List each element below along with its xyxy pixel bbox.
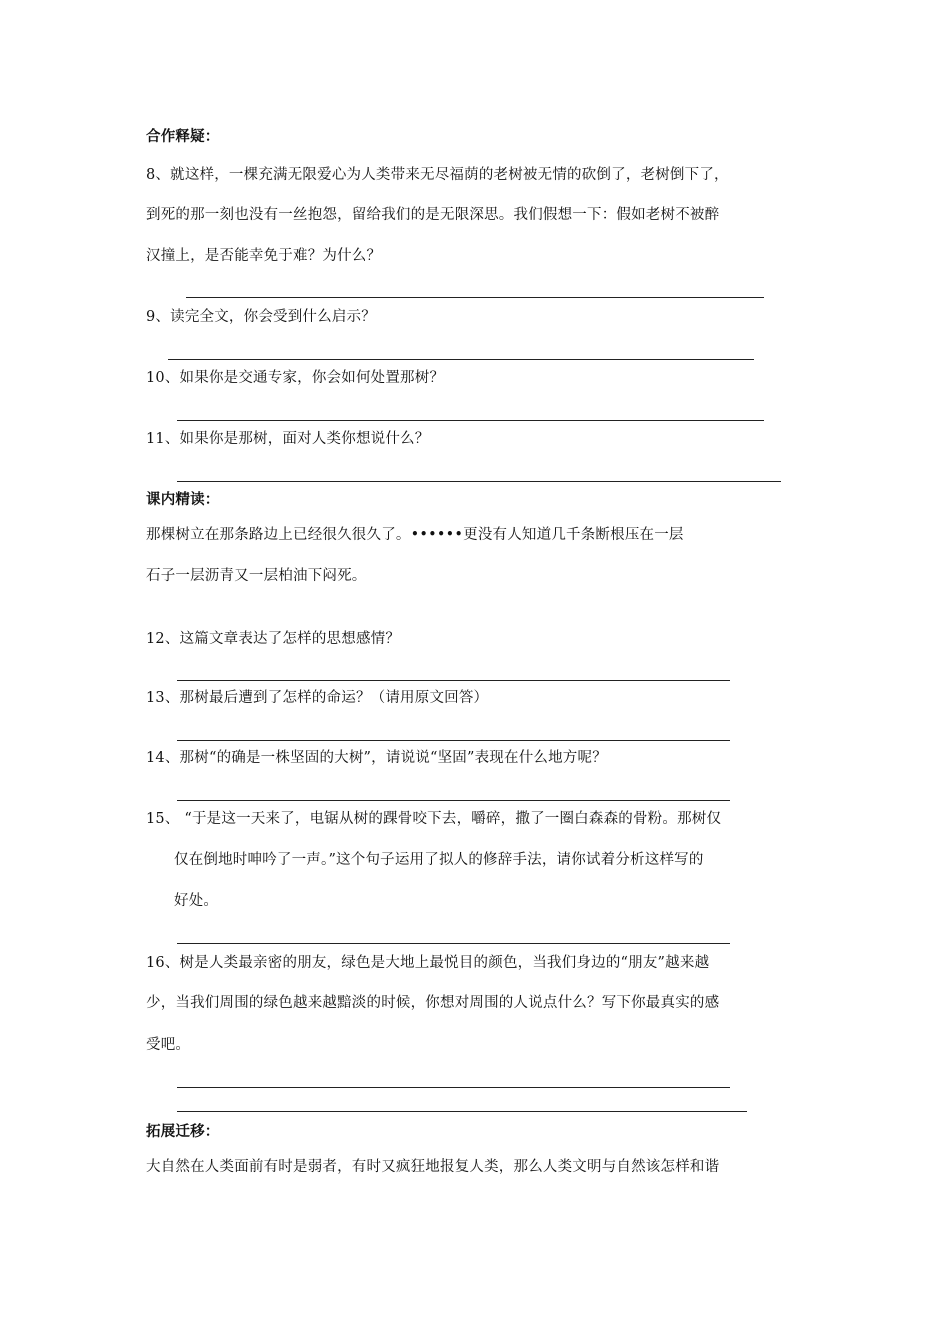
- extension-line1: 大自然在人类面前有时是弱者，有时又疯狂地报复人类，那么人类文明与自然该怎样和谐: [146, 1159, 720, 1175]
- q12: 12、这篇文章表达了怎样的思想感情？: [146, 631, 401, 647]
- q8-line2: 到死的那一刻也没有一丝抱怨，留给我们的是无限深思。我们假想一下：假如老树不被醉: [146, 207, 720, 223]
- answer-line-q15[interactable]: [177, 943, 730, 944]
- answer-line-q9[interactable]: [168, 359, 754, 360]
- answer-line-q11[interactable]: [177, 481, 781, 482]
- heading-close-reading: 课内精读：: [146, 492, 220, 508]
- q15-line2: 仅在倒地时呻吟了一声。”这个句子运用了拟人的修辞手法，请你试着分析这样写的: [174, 852, 704, 868]
- q9: 9、读完全文，你会受到什么启示？: [146, 309, 376, 325]
- q13: 13、那树最后遭到了怎样的命运？（请用原文回答）: [146, 690, 489, 706]
- q16-line3: 受吧。: [146, 1037, 191, 1053]
- q15-line3: 好处。: [174, 893, 219, 909]
- heading-cooperative: 合作释疑：: [146, 129, 220, 145]
- answer-line-q8[interactable]: [186, 297, 764, 298]
- answer-line-q12[interactable]: [177, 680, 730, 681]
- heading-extension: 拓展迁移：: [146, 1124, 220, 1140]
- q15-line1: 15、 “于是这一天来了，电锯从树的踝骨咬下去，嚼碎，撒了一圈白森森的骨粉。那树仅: [146, 811, 722, 827]
- q16-line2: 少，当我们周围的绿色越来越黯淡的时候，你想对周围的人说点什么？写下你最真实的感: [146, 995, 720, 1011]
- q8-line3: 汉撞上，是否能幸免于难？为什么？: [146, 248, 382, 264]
- answer-line-q13[interactable]: [177, 740, 730, 741]
- answer-line-q10[interactable]: [177, 420, 764, 421]
- q10: 10、如果你是交通专家，你会如何处置那树？: [146, 370, 445, 386]
- q14: 14、那树“的确是一株坚固的大树”，请说说“坚固”表现在什么地方呢？: [146, 750, 607, 766]
- passage-line2: 石子一层沥青又一层柏油下闷死。: [146, 568, 367, 584]
- answer-line-q16-b[interactable]: [177, 1111, 747, 1112]
- q16-line1: 16、树是人类最亲密的朋友，绿色是大地上最悦目的颜色，当我们身边的“朋友”越来越: [146, 955, 710, 971]
- answer-line-q14[interactable]: [177, 800, 730, 801]
- passage-line1: 那棵树立在那条路边上已经很久很久了。••••••更没有人知道几千条断根压在一层: [146, 527, 684, 543]
- answer-line-q16-a[interactable]: [177, 1087, 730, 1088]
- q8-line1: 8、就这样，一棵充满无限爱心为人类带来无尽福荫的老树被无情的砍倒了，老树倒下了，: [146, 167, 729, 183]
- q11: 11、如果你是那树，面对人类你想说什么？: [146, 431, 430, 447]
